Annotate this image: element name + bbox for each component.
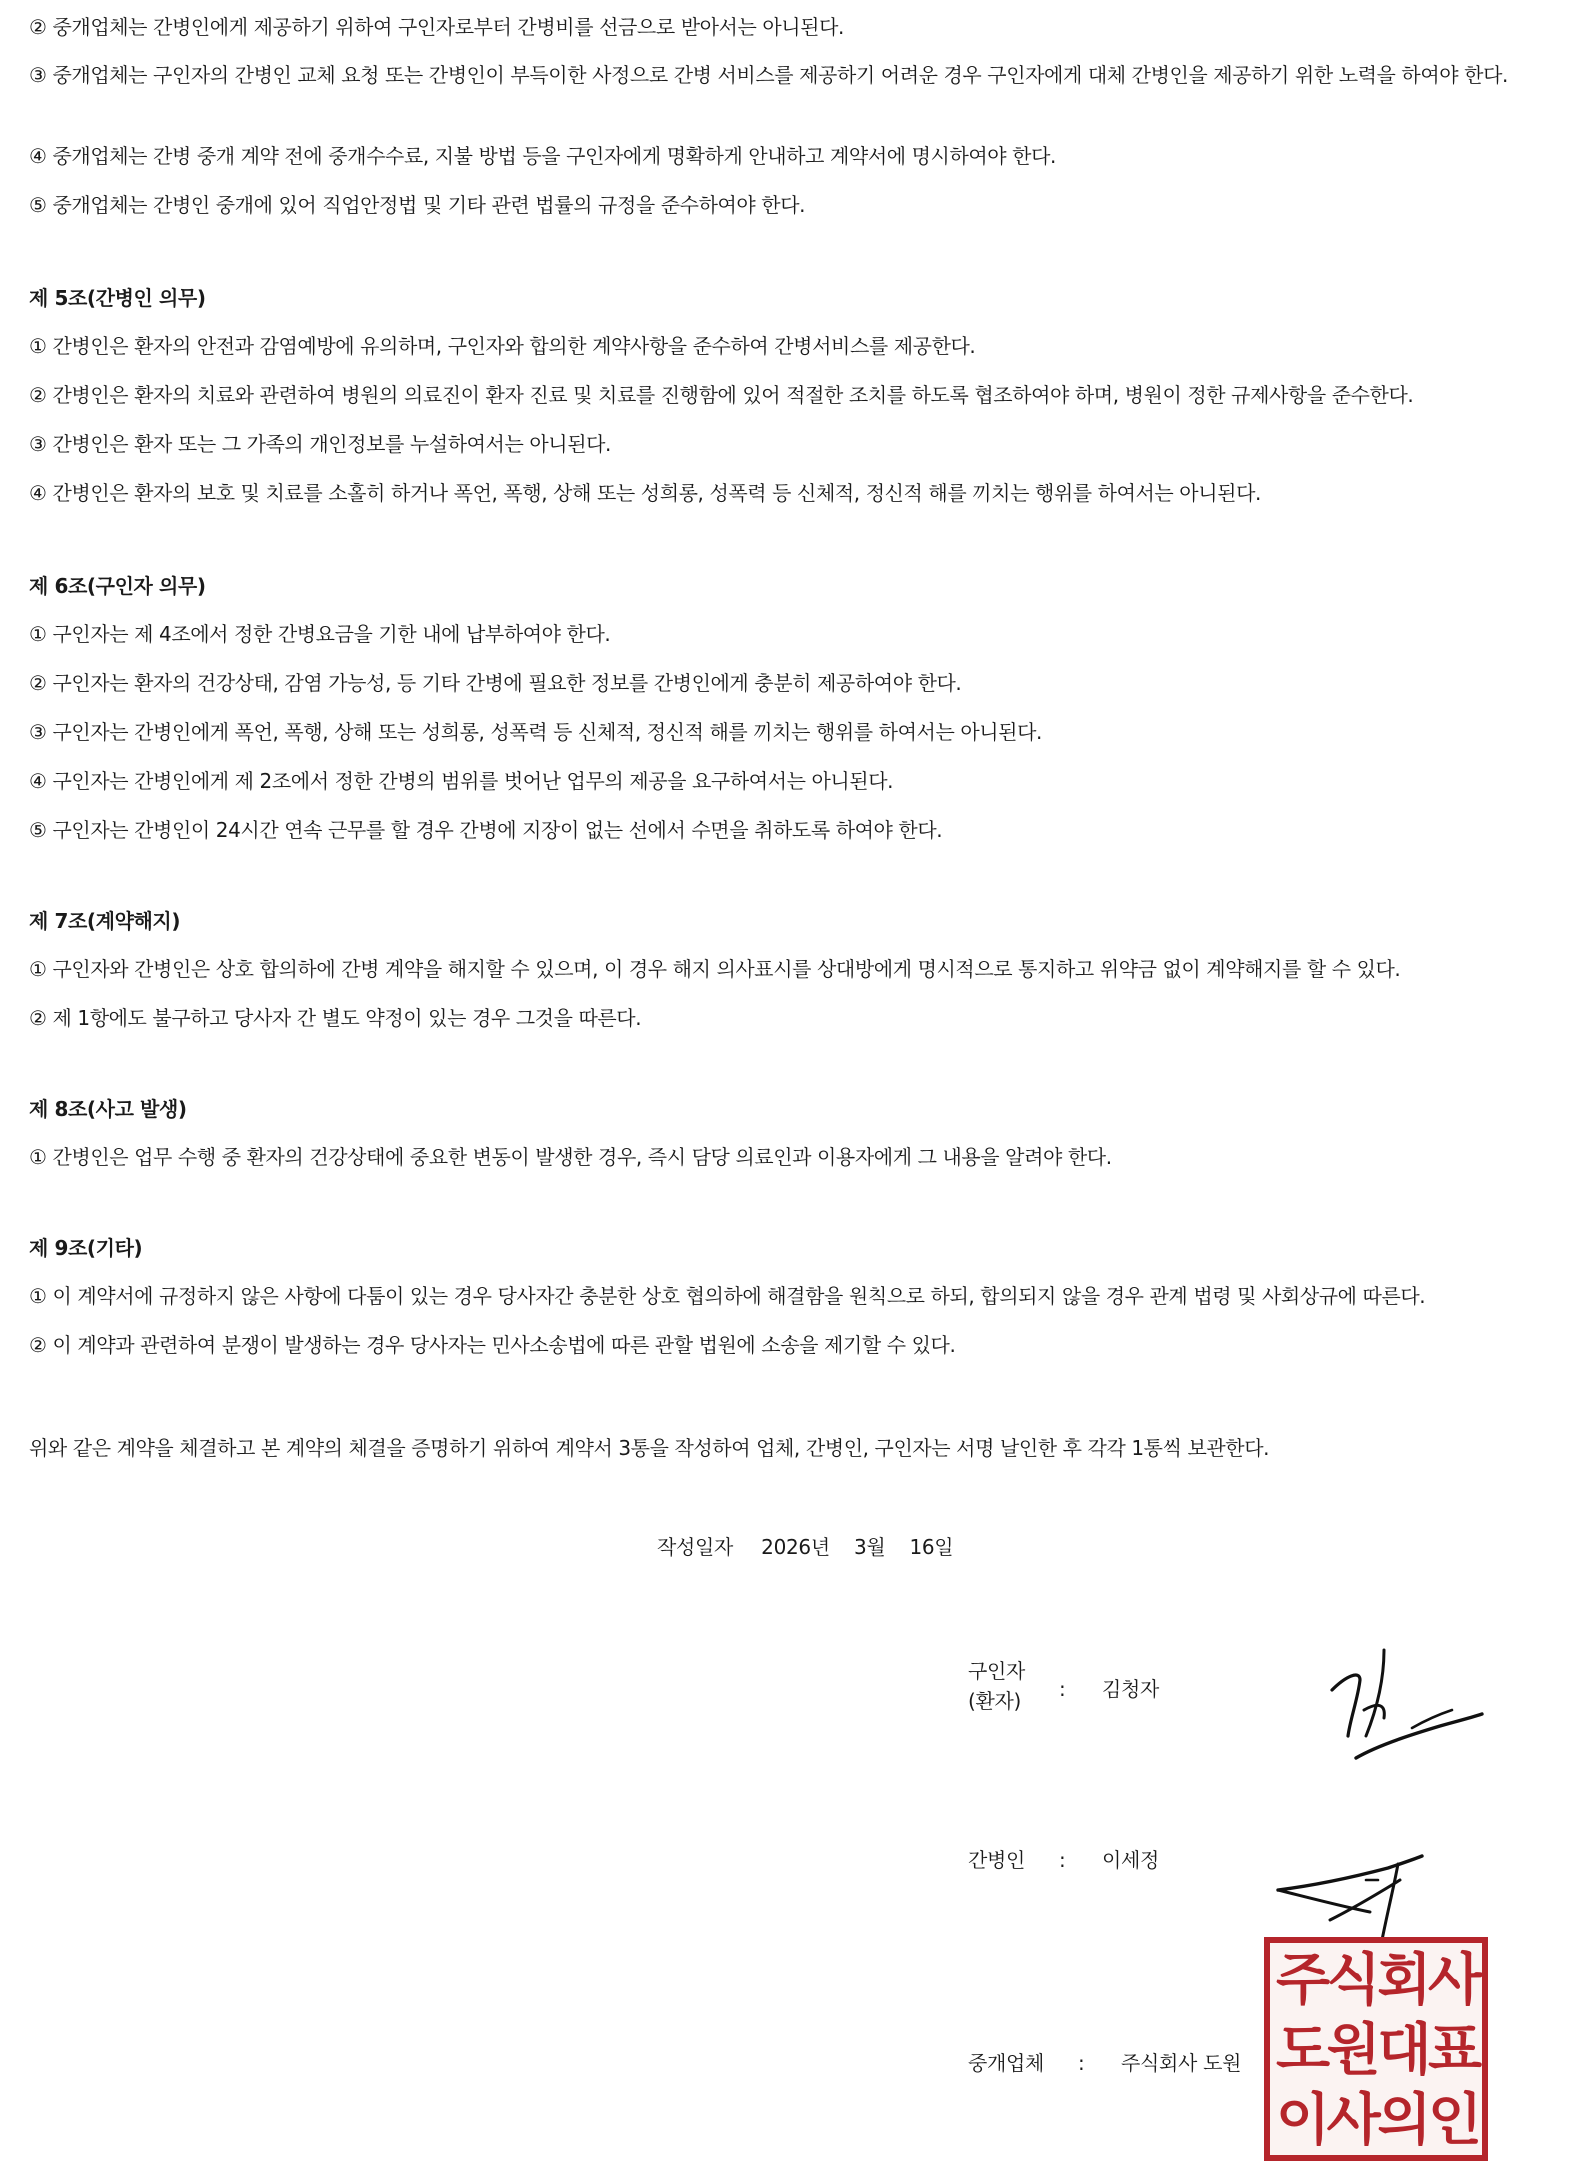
article-4-clause-5: ⑤ 중개업체는 간병인 중개에 있어 직업안정법 및 기타 관련 법률의 규정을 준수하여야 한다. [29, 193, 806, 217]
signatory-caregiver-label: 간병인 [968, 1848, 1026, 1872]
article-9-clause-2: ② 이 계약과 관련하여 분쟁이 발생하는 경우 당사자는 민사소송법에 따른 관할 법원에 소송을 제기할 수 있다. [29, 1333, 956, 1357]
stamp-char: 인 [1427, 2088, 1483, 2153]
article-8-heading: 제 8조(사고 발생) [29, 1097, 187, 1121]
article-6-heading: 제 6조(구인자 의무) [29, 574, 206, 598]
article-4-clause-2: ② 중개업체는 간병인에게 제공하기 위하여 구인자로부터 간병비를 선금으로 받아서는 아니된다. [29, 15, 844, 39]
article-7-heading: 제 7조(계약해지) [29, 909, 181, 933]
date-row [657, 1533, 953, 1562]
date-label: 작성일자 [657, 1535, 734, 1559]
date-year: 2026년 [761, 1535, 830, 1559]
article-6-clause-3: ③ 구인자는 간병인에게 폭언, 폭행, 상해 또는 성희롱, 성폭력 등 신체적, 정신적 해를 끼치는 행위를 하여서는 아니된다. [29, 720, 1042, 744]
article-4-clause-4: ④ 중개업체는 간병 중개 계약 전에 중개수수료, 지불 방법 등을 구인자에게 명확하게 안내하고 계약서에 명시하여야 한다. [29, 144, 1056, 168]
article-5-heading: 제 5조(간병인 의무) [29, 286, 206, 310]
closing-statement: 위와 같은 계약을 체결하고 본 계약의 체결을 증명하기 위하여 계약서 3통을 작성하여 업체, 간병인, 구인자는 서명 날인한 후 각각 1통씩 보관한다. [29, 1436, 1270, 1460]
client-signature-image [1320, 1640, 1510, 1780]
article-6-clause-5: ⑤ 구인자는 간병인이 24시간 연속 근무를 할 경우 간병에 지장이 없는 선에서 수면을 취하도록 하여야 한다. [29, 818, 943, 842]
stamp-char: 주 [1276, 1948, 1331, 2013]
stamp-row-1 [1276, 1947, 1483, 2015]
article-9-clause-1: ① 이 계약서에 규정하지 않은 사항에 다툼이 있는 경우 당사자간 충분한 상호 협의하에 해결함을 원칙으로 하되, 합의되지 않을 경우 관계 법령 및 사회상규에 따른다. [29, 1284, 1426, 1308]
stamp-char: 의 [1377, 2088, 1432, 2153]
stamp-char: 표 [1427, 2018, 1483, 2083]
stamp-char: 도 [1276, 2018, 1331, 2083]
signatory-client-label-line1: 구인자 [968, 1659, 1026, 1683]
article-6-clause-1: ① 구인자는 제 4조에서 정한 간병요금을 기한 내에 납부하여야 한다. [29, 622, 611, 646]
caregiver-signature-image [1270, 1850, 1440, 1950]
signatory-client-label [968, 1656, 1025, 1716]
signatory-agency-label: 중개업체 [968, 2051, 1045, 2075]
stamp-row-3 [1276, 2087, 1483, 2155]
stamp-char: 식 [1326, 1948, 1381, 2013]
article-7-clause-1: ① 구인자와 간병인은 상호 합의하에 간병 계약을 해지할 수 있으며, 이 경우 해지 의사표시를 상대방에게 명시적으로 통지하고 위약금 없이 계약해지를 할 수 있다. [29, 957, 1401, 981]
stamp-char: 대 [1377, 2018, 1432, 2083]
stamp-row-2 [1276, 2017, 1483, 2085]
stamp-char: 원 [1326, 2018, 1381, 2083]
signatory-client-colon: : [1059, 1677, 1066, 1701]
date-day: 16일 [909, 1535, 954, 1559]
article-6-clause-2: ② 구인자는 환자의 건강상태, 감염 가능성, 등 기타 간병에 필요한 정보를 간병인에게 충분히 제공하여야 한다. [29, 671, 962, 695]
article-5-clause-2: ② 간병인은 환자의 치료와 관련하여 병원의 의료진이 환자 진료 및 치료를 진행함에 있어 적절한 조치를 하도록 협조하여야 하며, 병원이 정한 규제사항을 준수한다. [29, 383, 1414, 407]
signatory-client-label-line2: (환자) [968, 1689, 1022, 1713]
article-9-heading: 제 9조(기타) [29, 1236, 143, 1260]
article-8-clause-1: ① 간병인은 업무 수행 중 환자의 건강상태에 중요한 변동이 발생한 경우, 즉시 담당 의료인과 이용자에게 그 내용을 알려야 한다. [29, 1145, 1112, 1169]
article-7-clause-2: ② 제 1항에도 불구하고 당사자 간 별도 약정이 있는 경우 그것을 따른다. [29, 1006, 642, 1030]
signatory-agency-name: 주식회사 도원 [1121, 2051, 1242, 2075]
signatory-agency-colon: : [1078, 2051, 1085, 2075]
signatory-client-name: 김청자 [1102, 1677, 1160, 1701]
stamp-char: 사 [1427, 1948, 1483, 2013]
stamp-char: 회 [1377, 1948, 1432, 2013]
date-month: 3월 [853, 1535, 886, 1559]
article-6-clause-4: ④ 구인자는 간병인에게 제 2조에서 정한 간병의 범위를 벗어난 업무의 제공을 요구하여서는 아니된다. [29, 769, 894, 793]
stamp-char: 이 [1276, 2088, 1331, 2153]
article-5-clause-4: ④ 간병인은 환자의 보호 및 치료를 소홀히 하거나 폭언, 폭행, 상해 또는 성희롱, 성폭력 등 신체적, 정신적 해를 끼치는 행위를 하여서는 아니된다. [29, 481, 1261, 505]
company-seal-stamp [1264, 1937, 1488, 2161]
article-4-clause-3: ③ 중개업체는 구인자의 간병인 교체 요청 또는 간병인이 부득이한 사정으로 간병 서비스를 제공하기 어려운 경우 구인자에게 대체 간병인을 제공하기 위한 노력을 하여야 한다. [29, 63, 1508, 87]
signatory-caregiver-colon: : [1059, 1848, 1066, 1872]
stamp-char: 사 [1326, 2088, 1381, 2153]
article-5-clause-3: ③ 간병인은 환자 또는 그 가족의 개인정보를 누설하여서는 아니된다. [29, 432, 611, 456]
article-5-clause-1: ① 간병인은 환자의 안전과 감염예방에 유의하며, 구인자와 합의한 계약사항을 준수하여 간병서비스를 제공한다. [29, 334, 976, 358]
signatory-caregiver-name: 이세정 [1102, 1848, 1160, 1872]
